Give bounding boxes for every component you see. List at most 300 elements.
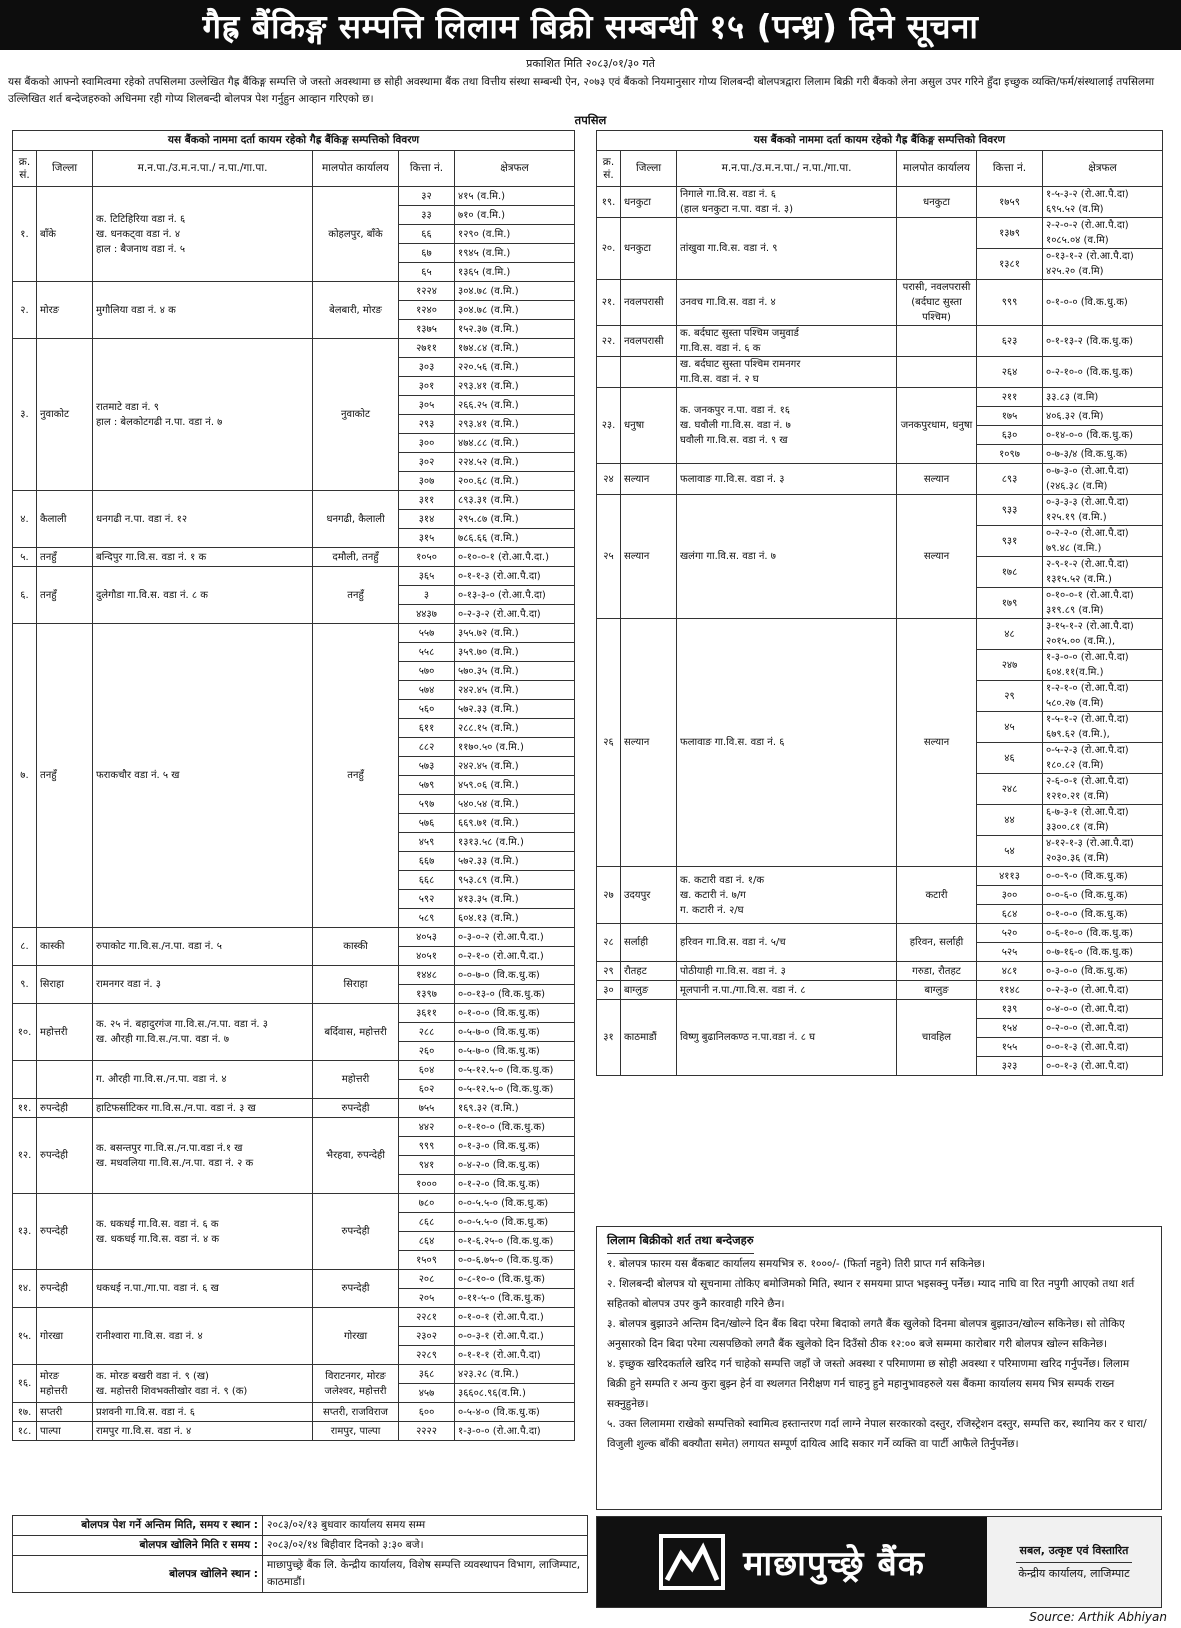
header-sn: क्र. सं. (13, 151, 37, 187)
condition-item: ३. बोलपत्र बुझाउने अन्तिम दिन/खोल्ने दिन बैंक बिदा परेमा बिदाको लगतै बैंक खुलेको दिनमा बोलपत्र बुझाउन/खोल्न सकिनेछ। सो तोकिए अनुसारको दिन बिदा परेमा त्यसपछिको लगतै बैंक खुलेको दिन दिउँसो ठीक १२:०० बजे सम्ममा कारोबार गरी बोलपत्र खोल्न सकिनेछ। (607, 1318, 1125, 1350)
land-office: कटारी (897, 867, 977, 924)
district: बाग्लुङ (621, 981, 677, 1000)
area: १६९.३२ (व.मि.) (455, 1099, 575, 1118)
header-office: मालपोत कार्यालय (313, 151, 399, 187)
parcel-number: ४११३ (977, 867, 1043, 886)
parcel-number: १०९७ (977, 445, 1043, 464)
area: ०-२-३-० (रो.आ.पै.दा) (1043, 981, 1163, 1000)
parcel-number: १४४८ (399, 966, 455, 985)
serial-number: ५. (13, 548, 37, 567)
header-parcel: कित्ता नं. (977, 151, 1043, 187)
table-caption: यस बैंकको नाममा दर्ता कायम रहेको गैह्र बैंकिङ्ग सम्पत्तिको विवरण (597, 131, 1163, 151)
table-row (13, 548, 575, 567)
table-row (13, 1118, 575, 1137)
parcel-number: ३१५ (399, 529, 455, 548)
table-row (597, 619, 1163, 650)
parcel-number: ९९९ (399, 1137, 455, 1156)
parcel-number: २२२२ (399, 1422, 455, 1441)
area: ०-२-१०-० (वि.क.धु.क) (1043, 357, 1163, 388)
parcel-number: ६११ (399, 719, 455, 738)
area: ०-१३-३-० (रो.आ.पै.दा) (455, 586, 575, 605)
land-office: कास्की (313, 928, 399, 966)
published-date: प्रकाशित मिति २०८३/०१/३० गते (526, 57, 655, 70)
parcel-number: २६४ (977, 357, 1043, 388)
area: ०-२-०-० (रो.आ.पै.दा) (1043, 1019, 1163, 1038)
area: १२९० (व.मि.) (455, 225, 575, 244)
parcel-number: ५४ (977, 836, 1043, 867)
area: ०-३-०-२ (रो.आ.पै.दा.) (455, 928, 575, 947)
land-office: जनकपुरधाम, धनुषा (897, 388, 977, 464)
area: ९५३.८९ (व.मि.) (455, 871, 575, 890)
district: तनहुँ (37, 567, 93, 624)
header-area: क्षेत्रफल (455, 151, 575, 187)
area: ३५५.७२ (व.मि.) (455, 624, 575, 643)
parcel-number: ३०१ (399, 377, 455, 396)
parcel-number: २२८१ (399, 1308, 455, 1327)
parcel-number: १३८१ (977, 249, 1043, 280)
area: ०-१-०-० (वि.क.धु.क) (455, 1004, 575, 1023)
district: सल्यान (621, 619, 677, 867)
serial-number (13, 1061, 37, 1099)
land-office: नुवाकोट (313, 339, 399, 491)
parcel-number: २७११ (399, 339, 455, 358)
header-district: जिल्ला (621, 151, 677, 187)
land-office: सल्यान (897, 464, 977, 495)
location: हरिवन गा.वि.स. वडा नं. ५/च (677, 924, 897, 962)
parcel-number: ५६० (399, 700, 455, 719)
parcel-number: ५२५ (977, 943, 1043, 962)
area: ०-३-३-३ (रो.आ.पै.दा) १२५.१९ (व.मि.) (1043, 495, 1163, 526)
serial-number: २०. (597, 218, 621, 280)
area: ३०४.७८ (व.मि.) (455, 282, 575, 301)
table-row (13, 624, 575, 643)
serial-number: ३० (597, 981, 621, 1000)
parcel-number: १२४० (399, 301, 455, 320)
district: रुपन्देही (37, 1118, 93, 1194)
serial-number: ११. (13, 1099, 37, 1118)
parcel-number: १७५ (977, 407, 1043, 426)
table-row (13, 1308, 575, 1327)
area: ०-०-९-० (वि.क.धु.क) (1043, 867, 1163, 886)
serial-number: २. (13, 282, 37, 339)
serial-number: १. (13, 187, 37, 282)
district: धनकुटा (621, 187, 677, 218)
serial-number: १७. (13, 1403, 37, 1422)
table-row (13, 1004, 575, 1023)
parcel-number: १७९ (977, 588, 1043, 619)
table-row (13, 1403, 575, 1422)
area: ०-४-२-० (वि.क.धु.क) (455, 1156, 575, 1175)
district: पाल्पा (37, 1422, 93, 1441)
land-office: चावहिल (897, 1000, 977, 1076)
area: ४-१२-१-३ (रो.आ.पै.दा) २०३०.३६ (व.मि) (1043, 836, 1163, 867)
parcel-number: २३०२ (399, 1327, 455, 1346)
area: ५७०.३५ (व.मि.) (455, 662, 575, 681)
district: रुपन्देही (37, 1099, 93, 1118)
parcel-number: ५५७ (399, 624, 455, 643)
parcel-number: ४५९ (399, 833, 455, 852)
parcel-number: २०५ (399, 1289, 455, 1308)
parcel-number: ६६८ (399, 871, 455, 890)
table-row (597, 187, 1163, 218)
parcel-number: ९३३ (977, 495, 1043, 526)
header-office: मालपोत कार्यालय (897, 151, 977, 187)
table-caption: यस बैंकको नाममा दर्ता कायम रहेको गैह्र बैंकिङ्ग सम्पत्तिको विवरण (13, 131, 575, 151)
area: १५२.३७ (व.मि.) (455, 320, 575, 339)
area: ०-१-२-० (वि.क.धु.क) (455, 1175, 575, 1194)
serial-number: २४ (597, 464, 621, 495)
location: तांखुवा गा.वि.स. वडा नं. ९ (677, 218, 897, 280)
location: क. मोरङ बखरी वडा नं. ९ (ख) ख. महोत्तरी शिवभक्तीखोर वडा नं. ९ (क) (93, 1365, 313, 1403)
header-parcel: कित्ता नं. (399, 151, 455, 187)
area: ०-०-१-३ (रो.आ.पै.दा) (1043, 1038, 1163, 1057)
area: २४२.४५ (व.मि.) (455, 681, 575, 700)
area: २९५.८७ (व.मि.) (455, 510, 575, 529)
area: २६६.२५ (व.मि.) (455, 396, 575, 415)
land-office: धनगढी, कैलाली (313, 491, 399, 548)
district: तनहुँ (37, 624, 93, 928)
serial-number: १३. (13, 1194, 37, 1270)
district: नवलपरासी (621, 326, 677, 357)
bid-deadline-label: बोलपत्र पेश गर्ने अन्तिम मिति, समय र स्थान : (13, 1516, 263, 1536)
district: महोत्तरी (37, 1004, 93, 1061)
area: ०-२-२-० (रो.आ.पै.दा) ७९.४८ (व.मि.) (1043, 526, 1163, 557)
parcel-number: ४४ (977, 805, 1043, 836)
bank-tagline: सबल, उत्कृष्ट एवं विस्तारित (1016, 1540, 1133, 1563)
land-office (897, 357, 977, 388)
serial-number: ७. (13, 624, 37, 928)
area: ११७०.५० (व.मि.) (455, 738, 575, 757)
parcel-number: ३०० (399, 434, 455, 453)
parcel-number: २६० (399, 1042, 455, 1061)
serial-number: २७ (597, 867, 621, 924)
district: नुवाकोट (37, 339, 93, 491)
location: रामनगर वडा नं. ३ (93, 966, 313, 1004)
property-table-left (12, 130, 575, 1441)
property-table-right (596, 130, 1163, 1076)
location: बन्दिपुर गा.वि.स. वडा नं. १ क (93, 548, 313, 567)
auction-conditions (596, 1226, 1162, 1510)
condition-item: ४. इच्छुक खरिदकर्ताले खरिद गर्न चाहेको सम्पत्ति जहाँ जे जस्तो अवस्था र परिमाणमा छ सोही अवस्था र परिमाणमा खरिद गर्नुपर्नेछ। लिलाम बिक्री हुने सम्पति र अन्य कुरा बुझ्न हेर्न वा स्थलगत निरीक्षण गर्न चाहनु हुने महानुभावहरुले यस बैंकमा कार्यालय समय भित्र सम्पर्क राख्न सक्नुहुनेछ। (607, 1358, 1130, 1410)
area: २९३.४१ (व.मि.) (455, 415, 575, 434)
district: धनुषा (621, 388, 677, 464)
serial-number: १४. (13, 1270, 37, 1308)
parcel-number: ३१४ (399, 510, 455, 529)
parcel-number: ४४३७ (399, 605, 455, 624)
parcel-number: ४५ (977, 712, 1043, 743)
area: ४२३.२८ (व.मि.) (455, 1365, 575, 1384)
area: ३-१५-१-२ (रो.आ.पै.दा) २०१५.०० (व.मि.), (1043, 619, 1163, 650)
land-office (897, 326, 977, 357)
parcel-number: १७८ (977, 557, 1043, 588)
parcel-number: १३७५ (399, 320, 455, 339)
area: २००.६८ (व.मि.) (455, 472, 575, 491)
table-row (13, 567, 575, 586)
serial-number (597, 357, 621, 388)
serial-number: २३. (597, 388, 621, 464)
parcel-number: २११ (977, 388, 1043, 407)
serial-number: १५. (13, 1308, 37, 1365)
location: रानीश्वारा गा.वि.स. वडा नं. ४ (93, 1308, 313, 1365)
location: रुपाकोट गा.वि.स./न.पा. वडा नं. ५ (93, 928, 313, 966)
area: १-५-३-२ (रो.आ.पै.दा) ६९५.५२ (व.मि) (1043, 187, 1163, 218)
parcel-number: ५२० (977, 924, 1043, 943)
land-office: भैरहवा, रुपन्देही (313, 1118, 399, 1194)
parcel-number: १०५० (399, 548, 455, 567)
parcel-number: ५७० (399, 662, 455, 681)
parcel-number: ९३१ (977, 526, 1043, 557)
area: ०-१-३-० (वि.क.धु.क) (455, 1137, 575, 1156)
table-row (597, 981, 1163, 1000)
land-office: तनहुँ (313, 567, 399, 624)
area: ०-१-१-३ (रो.आ.पै.दा) (455, 567, 575, 586)
district: नवलपरासी (621, 280, 677, 326)
location: ख. बर्दघाट सुस्ता पश्चिम रामनगर गा.वि.स. वडा नं. २ घ (677, 357, 897, 388)
district: कास्की (37, 928, 93, 966)
location: क. टिटिहिरिया वडा नं. ६ ख. धनकट्वा वडा नं. ४ हाल : बैजनाथ वडा नं. ५ (93, 187, 313, 282)
parcel-number: ३६११ (399, 1004, 455, 1023)
land-office: दमौली, तनहुँ (313, 548, 399, 567)
area: ०-२-३-२ (रो.आ.पै.दा) (455, 605, 575, 624)
area: १-३-०-० (रो.आ.पै.दा) (455, 1422, 575, 1441)
bank-signature-box (596, 1516, 1162, 1608)
parcel-number: ३३ (399, 206, 455, 225)
parcel-number: १५५ (977, 1038, 1043, 1057)
area: ०-१-६.२५-० (वि.क.धु.क) (455, 1232, 575, 1251)
area: ३०४.७८ (व.मि.) (455, 301, 575, 320)
area: ६-७-३-१ (रो.आ.पै.दा) ३३००.८१ (व.मि) (1043, 805, 1163, 836)
parcel-number: ९९९ (977, 280, 1043, 326)
parcel-number: ७८० (399, 1194, 455, 1213)
parcel-number: १३९७ (399, 985, 455, 1004)
parcel-number: ३६८ (399, 1365, 455, 1384)
parcel-number: ६०२ (399, 1080, 455, 1099)
table-row (13, 282, 575, 301)
area: ३६६०८.९६(व.मि.) (455, 1384, 575, 1403)
parcel-number: ३ (399, 586, 455, 605)
location: धनगढी न.पा. वडा नं. १२ (93, 491, 313, 548)
land-office: कोहलपुर, बाँके (313, 187, 399, 282)
location: रामपुर गा.वि.स. वडा नं. ४ (93, 1422, 313, 1441)
parcel-number: ३०५ (399, 396, 455, 415)
parcel-number: २४७ (977, 650, 1043, 681)
parcel-number: ८६४ (399, 1232, 455, 1251)
header-area: क्षेत्रफल (1043, 151, 1163, 187)
location: उनवच गा.वि.स. वडा नं. ४ (677, 280, 897, 326)
land-office: बेलबारी, मोरङ (313, 282, 399, 339)
parcel-number: ६७ (399, 244, 455, 263)
area: ०-५-१२.५-० (वि.क.धु.क) (455, 1080, 575, 1099)
table-row (13, 491, 575, 510)
area: ०-१-१-१ (रो.आ.पै.दा) (455, 1346, 575, 1365)
serial-number: १६. (13, 1365, 37, 1403)
area: ०-११-५-० (वि.क.धु.क) (455, 1289, 575, 1308)
header-location: म.न.पा./उ.म.न.पा./ न.पा./गा.पा. (93, 151, 313, 187)
area: ०-०-३-१ (रो.आ.पै.दा.) (455, 1327, 575, 1346)
area: ०-०-१३-० (वि.क.धु.क) (455, 985, 575, 1004)
parcel-number: ५९७ (399, 795, 455, 814)
bid-place-value: माछापुच्छ्रे बैंक लि. केन्द्रीय कार्यालय, विशेष सम्पत्ति व्यवस्थापन विभाग, लाजिम्पाट, काठमाडौं। (263, 1556, 588, 1593)
parcel-number: ६२३ (977, 326, 1043, 357)
parcel-number: ६५ (399, 263, 455, 282)
parcel-number: ३११ (399, 491, 455, 510)
district: उदयपुर (621, 867, 677, 924)
land-office: गोरखा (313, 1308, 399, 1365)
land-office: सप्तरी, राजविराज (313, 1403, 399, 1422)
location: दुलेगौडा गा.वि.स. वडा नं. ८ क (93, 567, 313, 624)
land-office: धनकुटा (897, 187, 977, 218)
area: ०-०-५.५-० (वि.क.धु.क) (455, 1213, 575, 1232)
district: धनकुटा (621, 218, 677, 280)
district: सल्यान (621, 464, 677, 495)
district: सिराहा (37, 966, 93, 1004)
serial-number: ८. (13, 928, 37, 966)
serial-number: १२. (13, 1118, 37, 1194)
serial-number: २२. (597, 326, 621, 357)
area: ७१० (व.मि.) (455, 206, 575, 225)
schedule-label: तपसिल (574, 113, 607, 127)
table-row (597, 495, 1163, 526)
land-office: रुपन्देही (313, 1194, 399, 1270)
location: धकधई न.पा./गा.पा. वडा नं. ६ ख (93, 1270, 313, 1308)
table-row (13, 1099, 575, 1118)
parcel-number: ६३० (977, 426, 1043, 445)
parcel-number: ५७६ (399, 814, 455, 833)
parcel-number: १००० (399, 1175, 455, 1194)
location: मूलपानी न.पा./गा.वि.स. वडा नं. ८ (677, 981, 897, 1000)
serial-number: २५ (597, 495, 621, 619)
area: ०-५-४-० (वि.क.धु.क) (455, 1403, 575, 1422)
table-row (597, 464, 1163, 495)
parcel-number: ४५७ (399, 1384, 455, 1403)
parcel-number: २४८ (977, 774, 1043, 805)
parcel-number: ८९३ (977, 464, 1043, 495)
area: १-२-१-० (रो.आ.पै.दा) ५८०.२७ (व.मि) (1043, 681, 1163, 712)
location: खलंगा गा.वि.स. वडा नं. ७ (677, 495, 897, 619)
parcel-number: ३०० (977, 886, 1043, 905)
table-row (13, 1194, 575, 1213)
serial-number: ३. (13, 339, 37, 491)
parcel-number: ३०७ (399, 472, 455, 491)
serial-number: १०. (13, 1004, 37, 1061)
parcel-number: १२२४ (399, 282, 455, 301)
parcel-number: १७५९ (977, 187, 1043, 218)
parcel-number: ५७४ (399, 681, 455, 700)
area: ०-५-१२.५-० (वि.क.धु.क) (455, 1061, 575, 1080)
area: ४७४.८८ (व.मि.) (455, 434, 575, 453)
intro-paragraph: यस बैंकको आफ्नो स्वामित्वमा रहेको तपसिलमा उल्लेखित गैह्र बैंकिङ्ग सम्पत्ति जे जस्तो अवस्थामा छ सोही अवस्थामा बैंक तथा वित्तीय संस्था सम्बन्धी ऐन, २०७३ एवं बैंकको नियमानुसार गोप्य शिलबन्दी बोलपत्रद्वारा लिलाम बिक्री गरी बैंकको लेना असुल उपर गरिने हुँदा इच्छुक व्यक्ति/फर्म/संस्थालाई तपसिलमा उल्लिखित शर्त बन्देजहरुको अधिनमा रही गोप्य शिलबन्दी बोलपत्र पेश गर्नुहुन आव्हान गरिएको छ। (8, 76, 1155, 105)
parcel-number: ९४१ (399, 1156, 455, 1175)
location: रातमाटे वडा नं. ९ हाल : बेलकोटगढी न.पा. वडा नं. ७ (93, 339, 313, 491)
land-office: गरुडा, रौतहट (897, 962, 977, 981)
area: ४१५ (व.मि.) (455, 187, 575, 206)
district: गोरखा (37, 1308, 93, 1365)
location: विष्णु बुढानिलकण्ठ न.पा.वडा नं. ८ घ (677, 1000, 897, 1076)
parcel-number: २९३ (399, 415, 455, 434)
area: ०-१०-०-१ (रो.आ.पै.दा) ३१९.८९ (व.मि) (1043, 588, 1163, 619)
area: ५७२.३३ (व.मि.) (455, 700, 575, 719)
table-row (13, 1365, 575, 1384)
table-row (597, 1000, 1163, 1019)
district: मोरङ महोत्तरी (37, 1365, 93, 1403)
area: २२४.५२ (व.मि.) (455, 453, 575, 472)
table-row (597, 280, 1163, 326)
area: ०-५-७-० (वि.क.धु.क) (455, 1023, 575, 1042)
land-office: महोत्तरी (313, 1061, 399, 1099)
parcel-number: ३२३ (977, 1057, 1043, 1076)
area: १७४.८४ (व.मि.) (455, 339, 575, 358)
parcel-number: ६०४ (399, 1061, 455, 1080)
district: सर्लाही (621, 924, 677, 962)
area: ८९३.३१ (व.मि.) (455, 491, 575, 510)
parcel-number: ६६७ (399, 852, 455, 871)
source-credit: Source: Arthik Abhiyan (1029, 1610, 1167, 1624)
parcel-number: ४८ (977, 619, 1043, 650)
location: फलावाङ गा.वि.स. वडा नं. ६ (677, 619, 897, 867)
condition-item: ५. उक्त लिलाममा राखेको सम्पत्तिको स्वामित्व हस्तान्तरण गर्दा लाग्ने नेपाल सरकारको दस्तुर, रजिस्ट्रेशन दस्तुर, सम्पत्ति कर, स्थानिय कर र धारा/विजुली शुल्क बाँकी बक्यौता समेत) लगायत सम्पूर्ण दायित्व आदि सकार गर्ने व्यक्ति वा पार्टी आफैले तिर्नुपर्नेछ। (607, 1418, 1147, 1450)
parcel-number: ५७३ (399, 757, 455, 776)
location: क. २५ नं. बहादुरगंज गा.वि.स./न.पा. वडा नं. ३ ख. औरही गा.वि.स./न.पा. वडा नं. ७ (93, 1004, 313, 1061)
table-row (13, 187, 575, 206)
area: ०-५-२-३ (रो.आ.पै.दा) १८०.८२ (व.मि) (1043, 743, 1163, 774)
area: ०-१०-०-१ (रो.आ.पै.दा.) (455, 548, 575, 567)
district: बाँके (37, 187, 93, 282)
land-office: सल्यान (897, 495, 977, 619)
area: ०-७-३/४ (वि.क.धु.क) (1043, 445, 1163, 464)
parcel-number: ४०५३ (399, 928, 455, 947)
table-row (597, 357, 1163, 388)
area: ०-०-६-० (वि.क.धु.क) (1043, 886, 1163, 905)
area: ३३.८३ (व.मि) (1043, 388, 1163, 407)
serial-number: २८ (597, 924, 621, 962)
parcel-number: ८८२ (399, 738, 455, 757)
serial-number: ३१ (597, 1000, 621, 1076)
area: २४२.४५ (व.मि.) (455, 757, 575, 776)
district: सप्तरी (37, 1403, 93, 1422)
parcel-number: २०८ (399, 1270, 455, 1289)
area: ०-५-७-० (वि.क.धु.क) (455, 1042, 575, 1061)
serial-number: ६. (13, 567, 37, 624)
area: १३६५ (व.मि.) (455, 263, 575, 282)
location: हाटिफर्साटिकर गा.वि.स./न.पा. वडा नं. ३ ख (93, 1099, 313, 1118)
condition-item: २. शिलबन्दी बोलपत्र यो सूचनामा तोकिए बमोजिमको मिति, स्थान र समयमा प्राप्त भइसक्नु पर्नेछ। म्याद नाघि वा रित नपुगी आएको तथा शर्त सहितको बोलपत्र उपर कुनै कारवाही गरिने छैन। (607, 1278, 1135, 1310)
table-row (13, 1422, 575, 1441)
table-row (597, 388, 1163, 407)
bank-name: माछापुच्छ्रे बैंक (743, 1544, 925, 1584)
parcel-number: ५७९ (399, 776, 455, 795)
parcel-number: २८८ (399, 1023, 455, 1042)
area: २-६-०-१ (रो.आ.पै.दा) १२१०.२१ (व.मि) (1043, 774, 1163, 805)
area: ५४०.५४ (व.मि.) (455, 795, 575, 814)
location: क. कटारी वडा नं. १/क ख. कटारी नं. ७/ग ग. कटारी नं. २/घ (677, 867, 897, 924)
location: क. बसन्तपुर गा.वि.स./न.पा.वडा नं.१ ख ख. मधवलिया गा.वि.स./न.पा. वडा नं. २ क (93, 1118, 313, 1194)
area: ०-७-३-० (रो.आ.पै.दा) (२४६.३८ (व.मि) (1043, 464, 1163, 495)
area: १-५-१-२ (रो.आ.पै.दा) ६७९.६२ (व.मि.), (1043, 712, 1163, 743)
table-row (13, 1061, 575, 1080)
table-row (597, 218, 1163, 249)
header-sn: क्र. सं. (597, 151, 621, 187)
bid-open-label: बोलपत्र खोलिने मिति र समय : (13, 1536, 263, 1556)
table-row (13, 928, 575, 947)
location: क. बर्दघाट सुस्ता पश्चिम जमुवार्ड गा.वि.स. वडा नं. ६ क (677, 326, 897, 357)
location: क. जनकपुर न.पा. वडा नं. १६ ख. घवौली गा.वि.स. वडा नं. ७ घवौली गा.वि.स. वडा नं. ९ ख (677, 388, 897, 464)
table-row (13, 339, 575, 358)
parcel-number: ५९२ (399, 890, 455, 909)
bid-deadline-value: २०८३/०२/१३ बुधवार कार्यालय समय सम्म (263, 1516, 588, 1536)
parcel-number: ३२ (399, 187, 455, 206)
parcel-number: ३०३ (399, 358, 455, 377)
mountain-logo-icon (659, 1534, 725, 1590)
